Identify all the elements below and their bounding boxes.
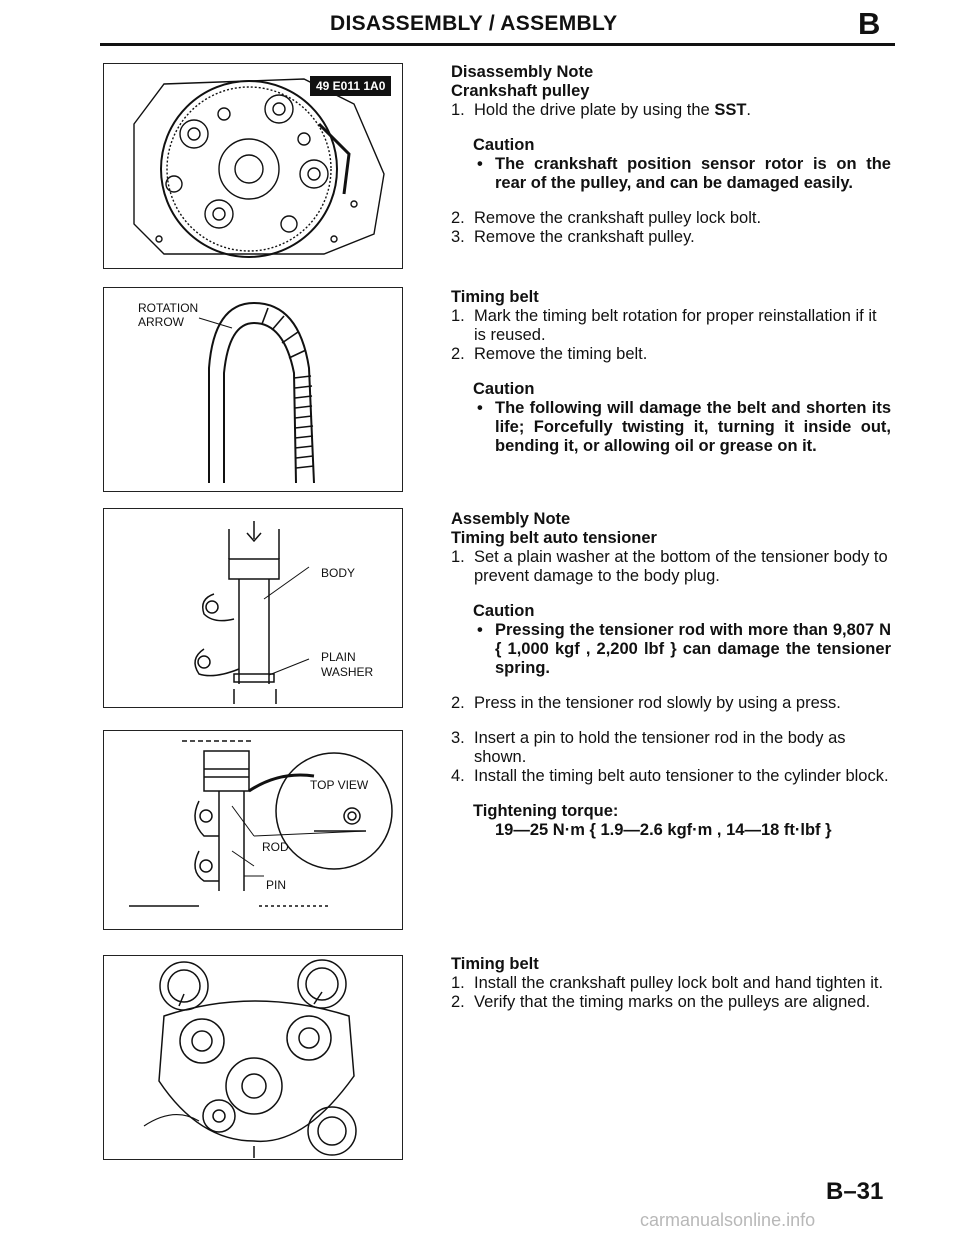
plain-label: PLAIN bbox=[321, 650, 356, 664]
tensioner-subheading: Timing belt auto tensioner bbox=[451, 529, 657, 547]
figure-drive-plate bbox=[103, 63, 403, 269]
step-item: 1. Mark the timing belt rotation for proper reinstallation if it is reused. bbox=[451, 307, 877, 344]
caution-text: • The following will damage the belt and shorten its life; Forcefully twisting it, turning it inside out, bending it, or allowing oil or grease on it. bbox=[473, 399, 891, 456]
watermark: carmanualsonline.info bbox=[640, 1210, 816, 1230]
torque-title: Tightening torque: bbox=[473, 802, 619, 820]
torque-block bbox=[473, 802, 891, 840]
section-timing-belt-install bbox=[451, 955, 891, 1012]
step-item: 2. Press in the tensioner rod slowly by using a press. bbox=[451, 694, 841, 712]
timing-marks-illustration bbox=[104, 956, 403, 1160]
caution-block bbox=[473, 602, 891, 678]
step-item: 3. Remove the crankshaft pulley. bbox=[451, 228, 695, 246]
torque-value: 19—25 N·m { 1.9—2.6 kgf·m , 14—18 ft·lbf } bbox=[495, 821, 832, 839]
caution-text: • The crankshaft position sensor rotor is on the rear of the pulley, and can be damaged easily. bbox=[473, 155, 891, 193]
disassembly-heading: Disassembly Note bbox=[451, 63, 594, 81]
figure-tensioner-washer bbox=[103, 508, 403, 708]
body-label: BODY bbox=[321, 566, 356, 580]
step-item: 3. Insert a pin to hold the tensioner rod in the body as shown. bbox=[451, 729, 846, 766]
step-item: 1. Install the crankshaft pulley lock bolt and hand tighten it. bbox=[451, 974, 884, 992]
assembly-heading: Assembly Note bbox=[451, 510, 571, 528]
caution-text: • Pressing the tensioner rod with more than 9,807 N { 1,000 kgf , 2,200 lbf } can damage the tensioner spring. bbox=[473, 621, 891, 678]
section-assembly-tensioner bbox=[451, 510, 891, 840]
figure-tensioner-pin bbox=[103, 730, 403, 930]
tensioner-pin-illustration bbox=[104, 731, 403, 930]
washer-label: WASHER bbox=[321, 665, 374, 679]
figure-timing-belt bbox=[103, 287, 403, 492]
pin-label: PIN bbox=[266, 878, 287, 892]
top-view-label: TOP VIEW bbox=[310, 778, 369, 792]
tensioner-washer-illustration bbox=[104, 509, 403, 708]
caution-title: Caution bbox=[473, 602, 535, 620]
sst-term: SST bbox=[714, 101, 747, 119]
caution-title: Caution bbox=[473, 380, 535, 398]
caution-title: Caution bbox=[473, 136, 535, 154]
rod-label: ROD bbox=[262, 840, 289, 854]
step-item: 1. Set a plain washer at the bottom of the tensioner body to prevent damage to the body plug. bbox=[451, 548, 888, 585]
step-item: 2. Remove the crankshaft pulley lock bolt. bbox=[451, 209, 762, 227]
caution-block bbox=[473, 136, 891, 193]
timing-belt-illustration bbox=[104, 288, 403, 492]
section-disassembly-crankshaft bbox=[451, 63, 891, 247]
step-item: 1. Hold the drive plate by using the SST. bbox=[451, 101, 752, 119]
section-timing-belt-removal bbox=[451, 288, 891, 456]
step-item: 4. Install the timing belt auto tensioner to the cylinder block. bbox=[451, 767, 889, 785]
step-item: 2. Verify that the timing marks on the pulleys are aligned. bbox=[451, 993, 871, 1011]
figure-timing-marks bbox=[103, 955, 403, 1160]
caution-block bbox=[473, 380, 891, 456]
rotation-label-line2: ARROW bbox=[138, 315, 184, 329]
header-rule bbox=[100, 43, 895, 46]
crankshaft-pulley-subheading: Crankshaft pulley bbox=[451, 82, 590, 100]
section-letter: B bbox=[858, 6, 881, 41]
rotation-label-line1: ROTATION bbox=[138, 301, 199, 315]
page-header-title: DISASSEMBLY / ASSEMBLY bbox=[330, 12, 618, 35]
step-item: 2. Remove the timing belt. bbox=[451, 345, 648, 363]
page-number: B–31 bbox=[826, 1178, 884, 1205]
sst-code-badge: 49 E011 1A0 bbox=[310, 76, 391, 96]
timing-belt-subheading-2: Timing belt bbox=[451, 955, 539, 973]
timing-belt-subheading: Timing belt bbox=[451, 288, 539, 306]
